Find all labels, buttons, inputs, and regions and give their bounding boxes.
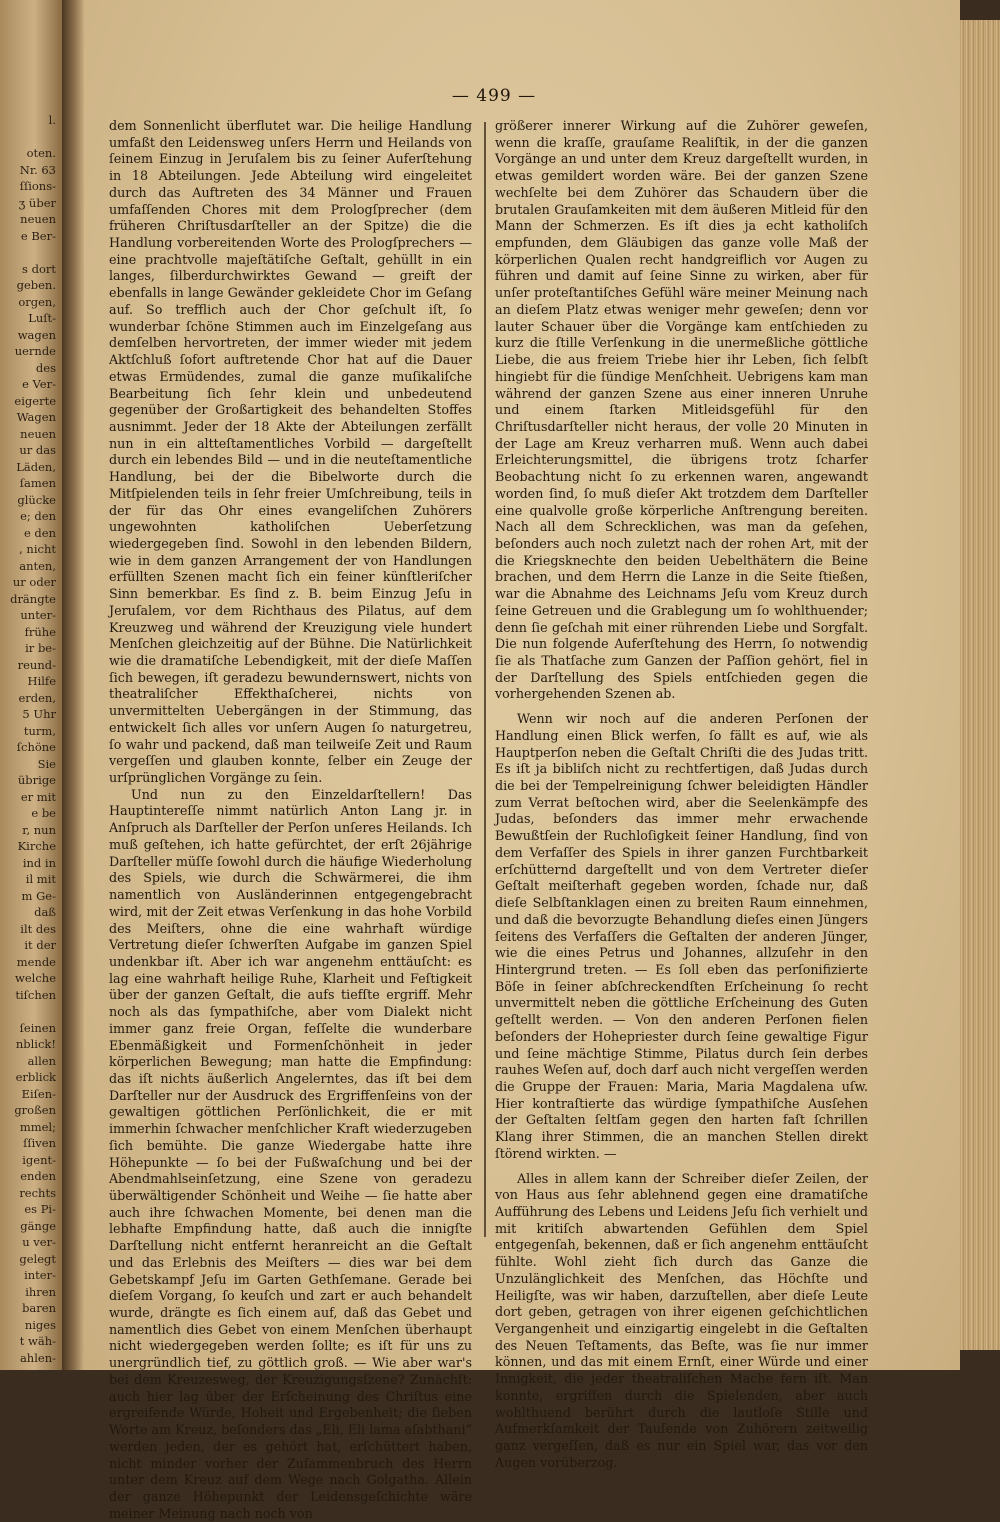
book-gutter — [62, 0, 84, 1370]
left-page-line: Eiſen- — [21, 1086, 56, 1101]
left-page-line: es Pi- — [24, 1202, 56, 1216]
left-page-line: Sie — [37, 756, 56, 771]
left-page-line: m Ge- — [21, 888, 56, 903]
left-page-line: ir be- — [25, 641, 56, 655]
left-page-line: übrige — [17, 773, 56, 787]
left-page-line: Kirche — [17, 839, 56, 853]
left-page-line: ſſions- — [19, 179, 56, 193]
left-page-line: wagen — [17, 327, 56, 342]
left-page-line: Hilfe — [27, 674, 56, 688]
left-page-line: orgen, — [18, 294, 56, 309]
left-page-line: gänge — [20, 1218, 56, 1233]
left-page-line: glücke — [17, 492, 56, 507]
left-page-line: t wäh- — [19, 1334, 56, 1348]
left-page-line: e be — [31, 806, 56, 820]
left-page-line: ſeinen — [19, 1020, 56, 1035]
left-page-line: e Ber- — [20, 228, 56, 243]
left-page-line: tiſchen — [15, 987, 56, 1002]
left-page-line: großen — [14, 1103, 56, 1117]
left-page-line: nblick! — [15, 1037, 56, 1051]
left-page-line: mende — [16, 954, 56, 969]
left-page-line: Luſt- — [28, 311, 56, 325]
left-page-line: allen — [27, 1053, 56, 1068]
left-page-line: mmel; — [19, 1119, 56, 1134]
left-page-line: inter- — [24, 1268, 56, 1282]
column-right — [495, 118, 868, 1472]
left-page-line: ſchöne — [16, 740, 56, 754]
left-page-line: e den — [23, 525, 56, 540]
left-page-line: neuen — [20, 212, 56, 226]
left-page-line: il mit — [25, 872, 56, 886]
left-page-line: u ver- — [22, 1235, 56, 1249]
paragraph: dem Sonnenlicht überflutet war. Die heilige Handlung umfaßt den Leidensweg unſers Herrn und Heilands von ſeinem Einzug in Jeruſalem bis zu ſeiner Auferſtehung in 18 Abteilungen. Jede Abteilung wird eingeleitet durch das Auftreten des 34 Männer und Frauen umfaſſenden Chores mit dem Prologſprecher (dem früheren Chriſtusdarſteller an der Spitze) die die Handlung vorbereitenden Worte des Prologſprechers — eine prachtvolle majeſtätiſche Geſtalt, gehüllt in ein langes, ſilberdurchwirktes Gewand — greift der ebenfalls in lange Gewänder gekleidete Chor im Geſang auf. So trefflich auch der Chor geſchult iſt, ſo wunderbar ſchöne Stimmen auch im Einzelgeſang aus demſelben hervortreten, der immer wieder mit jedem Aktſchluß ſofort auftretende Chor hat auf die Dauer etwas Ermüdendes, zumal die ganze muſikaliſche Bearbeitung ſich ſehr klein und unbedeutend gegenüber der Großartigkeit des behandelten Stoffes ausnimmt. Jeder der 18 Akte der Abteilungen zerfällt nun in ein altteſtamentliches Vorbild — dargeſtellt durch ein lebendes Bild — und in die neuteſtamentliche Handlung, bei der die Bibelworte durch die Mitſpielenden teils in ſehr freier Umſchreibung, teils in der für das Ohr eines evangeliſchen Zuhörers ungewohnten katholiſchen Ueberſetzung wiedergegeben ſind. Sowohl in den lebenden Bildern, wie in dem ganzen Arrangement der von Handlungen erfüllten Szenen macht ſich ein feiner künſtleriſcher Sinn bemerkbar. Es ſind z. B. beim Einzug Jeſu in Jeruſalem, vor dem Richthaus des Pilatus, auf dem Kreuzweg und während der Kreuzigung viele hundert Menſchen gleichzeitig auf der Bühne. Die Natürlichkeit wie die dramatiſche Lebendigkeit, mit der dieſe Maſſen ſich bewegen, iſt geradezu bewundernswert, nichts von theatraliſcher Effekthaſcherei, nichts von unvermittelten Uebergängen in der Stimmung, das entwickelt ſich alles vor unſern Augen ſo naturgetreu, ſo wahr und packend, daß man teilweiſe Zeit und Raum vergeſſen und glauben konnte, ſelber ein Zeuge der urſprünglichen Vorgänge zu ſein. — [109, 118, 472, 786]
paragraph: Alles in allem kann der Schreiber dieſer Zeilen, der von Haus aus ſehr ablehnend gegen eine dramatiſche Aufführung des Lebens und Leidens Jeſu ſich verhielt und mit kritiſch abwartenden Gefühlen dem Spiel entgegenſah, bekennen, daß er ſich angenehm enttäuſcht fühlte. Wohl zieht ſich durch das Ganze die Unzulänglichkeit des Menſchen, das Höchſte und Heiligſte, was wir haben, darzuſtellen, aber dieſe Leute dort geben, getragen von ihrer eigenen geſchichtlichen Vergangenheit und einzigartig eingelebt in die Geſtalten des Neuen Teſtaments, das Beſte, was ſie nur immer können, und das mit einem Ernſt, einer Würde und einer Innigkeit, die jeder theatraliſchen Mache fern iſt. Man konnte, ergriffen durch die Spielenden, aber auch wohlthuend berührt durch die lautloſe Stille und Aufmerkſamkeit der Tauſende von Zuhörern zeitweilig ganz vergeſſen, daß es nur ein Spiel war, das vor den Augen vorüberzog. — [495, 1170, 868, 1470]
left-page-line: it der — [24, 938, 56, 952]
left-page-line: des — [35, 360, 56, 375]
left-page-line: ſſiven — [23, 1136, 56, 1150]
paragraph: größerer innerer Wirkung auf die Zuhörer geweſen, wenn die kraſſe, grauſame Realiſtik, in der die ganzen Vorgänge an und unter dem Kreuz dargeſtellt wurden, in etwas gemildert worden wäre. Bei der ganzen Szene wechſelte bei dem Zuhörer das Schaudern über die brutalen Grauſamkeiten mit dem äußeren Mitleid für den Mann der Schmerzen. Es iſt dies ja echt katholiſch empfunden, dem Gläubigen das ganze volle Maß der körperlichen Qualen recht handgreiflich vor Augen zu führen und damit auf ſeine Sinne zu wirken, aber für unſer proteſtantiſches Gefühl wäre meiner Meinung nach an dieſem Platz etwas weniger mehr geweſen; denn vor lauter Schauer über die Vorgänge kam entſchieden zu kurz die ſtille Verſenkung in die unermeßliche göttliche Liebe, die aus freiem Triebe hier ihr Leben, ſich ſelbſt hingiebt für die ſündige Menſchheit. Uebrigens kam man während der ganzen Szene aus einer inneren Unruhe und einem ſtarken Mitleidsgefühl für den Chriſtusdarſteller nicht heraus, der volle 20 Minuten in der Lage am Kreuz verharren muß. Wenn auch dabei Erleichterungsmittel, die übrigens trotz ſcharfer Beobachtung nicht ſo zu erkennen waren, angewandt worden ſind, ſo muß dieſer Akt trotzdem dem Darſteller eine qualvolle große körperliche Anſtrengung bereiten. Nach all dem Schrecklichen, was man da geſehen, beſonders auch noch zuletzt nach der rohen Art, mit der die Kriegsknechte den beiden Uebelthätern die Beine brachen, und dem Herrn die Lanze in die Seite ſtießen, war die Abnahme des Leichnams Jeſu vom Kreuz durch ſeine Getreuen und die Grablegung um ſo wohlthuender; denn ſie geſchah mit einer rührenden Liebe und Sorgfalt. Die nun folgende Auferſtehung des Herrn, ſo notwendig ſie als Thatſache zum Ganzen der Paſſion gehört, fiel in der Darſtellung des Spiels entſchieden gegen die vorhergehenden Szenen ab. — [495, 118, 868, 702]
left-page-line: drängte — [10, 591, 56, 606]
left-page-line: oten. — [26, 146, 56, 160]
left-page-line: e; den — [20, 509, 56, 523]
left-page-line: er mit — [20, 789, 56, 804]
left-page-line: welche — [15, 971, 56, 985]
left-page-line: s dort — [22, 261, 56, 276]
left-page-line: enden — [20, 1169, 56, 1183]
left-page-line: ur das — [19, 443, 56, 457]
column-left — [109, 118, 472, 1522]
left-page-line: ur oder — [12, 575, 56, 589]
left-page-line: neuen — [20, 426, 56, 441]
left-page-line: Nr. 63 — [19, 162, 56, 177]
left-page-line: unter- — [20, 608, 56, 622]
page-499 — [84, 0, 960, 1521]
left-page-line: Läden, — [16, 459, 56, 474]
left-page-line: ihren — [25, 1284, 56, 1299]
left-page-fragment — [0, 0, 62, 1370]
paragraph: Wenn wir noch auf die anderen Perſonen der Handlung einen Blick werfen, ſo fällt es auf, wie als Hauptperſon neben die Geſtalt Chriſti die des Judas tritt. Es iſt ja bibliſch nicht zu rechtfertigen, daß Judas durch die bei der Tempelreinigung ſchwer beleidigten Händler zum Verrat beſtochen wird, aber die Seelenkämpfe des Judas, beſonders das immer mehr erwachende Bewußtſein der Ruchloſigkeit ſeiner Handlung, ſind von dem Verfaſſer des Spiels in ihrer ganzen Furchtbarkeit erſchütternd dargeſtellt und von dem Vertreter dieſer Geſtalt meiſterhaft gegeben worden, ſchade nur, daß dieſe Selbſtanklagen einen zu breiten Raum einnehmen, und daß die bevorzugte Behandlung dieſes einen Jüngers ſeitens des Verfaſſers die Geſtalten der anderen Jünger, wie die eines Petrus und Johannes, allzuſehr in den Hintergrund treten. — Es ſoll eben das perſonifizierte Böſe in ſeiner abſchreckendſten Erſcheinung ſo recht unvermittelt neben die göttliche Erſcheinung des Guten geſtellt werden. — Von den anderen Perſonen fielen beſonders der Hohepriester durch ſeine gewaltige Figur und ſeine mächtige Stimme, Pilatus durch ſein derbes rauhes Weſen auf, doch darf auch nicht vergeſſen werden die Gruppe der Frauen: Maria, Maria Magdalena uſw. Hier kontraſtierte das würdige ſympathiſche Ausſehen der Geſtalten ſeltſam gegen den harten faſt ſchrillen Klang ihrer Stimmen, die an manchen Stellen direkt ſtörend wirkten. — — [495, 711, 868, 1161]
left-page-line: e Ver- — [22, 377, 56, 391]
left-page-line: uernde — [14, 344, 56, 358]
left-page-line: geben. — [16, 278, 56, 292]
left-page-line: ind in — [22, 855, 56, 870]
page-edges — [960, 20, 1000, 1350]
left-page-line: rechts — [19, 1185, 56, 1200]
left-page-line: gelegt — [19, 1251, 56, 1266]
left-page-line: anten, — [19, 558, 56, 573]
left-page-line: erden, — [18, 690, 56, 705]
left-page-line: eigerte — [14, 393, 56, 408]
column-divider — [484, 122, 486, 1237]
left-page-line: ſamen — [19, 476, 56, 490]
left-page-line: turm, — [23, 723, 56, 738]
left-page-line: baren — [22, 1301, 56, 1315]
left-page-line: , nicht — [19, 542, 56, 556]
left-page-line: 5 Uhr — [22, 707, 56, 721]
left-page-line: ilt des — [20, 921, 56, 936]
left-page-line: ʒ über — [18, 195, 56, 210]
left-page-line: reund- — [17, 657, 56, 672]
page-number: — 499 — — [451, 86, 537, 106]
left-page-line: igent- — [22, 1152, 56, 1167]
left-page-line: ahlen- — [19, 1350, 56, 1365]
left-page-line: daß — [34, 905, 56, 919]
left-page-line: Wagen — [16, 410, 56, 424]
paragraph: Und nun zu den Einzeldarſtellern! Das Hauptintereſſe nimmt natürlich Anton Lang jr. in Anſpruch als Darſteller der Perſon unſeres Heilands. Ich muß geſtehen, ich hatte gefürchtet, der erſt 26jährige Darſteller müſſe ſowohl durch die häufige Wiederholung des Spiels, wie durch die Schwärmerei, die ihm namentlich von Ausländerinnen entgegengebracht wird, mit der Zeit etwas Verſenkung in das hohe Vorbild des Meiſters, ohne die eine wahrhaft würdige Vertretung dieſer ſchwerſten Aufgabe im ganzen Spiel undenkbar iſt. Aber ich war angenehm enttäuſcht: es lag eine wahrhaft heilige Ruhe, Klarheit und Feſtigkeit über der ganzen Geſtalt, die aufs tiefſte ergriff. Mehr noch als das ſympathiſche, aber vom Dialekt nicht immer ganz freie Organ, feſſelte die wunderbare Ebenmäßigkeit und Formenſchönheit in jeder körperlichen Bewegung; man hatte die Empfindung: das iſt nichts äußerlich Angelerntes, das iſt bei dem Darſteller nur der Ausdruck des Ergriffenſeins von der gewaltigen göttlichen Perſönlichkeit, die er mit immerhin ſchwacher menſchlicher Kraft wiederzugeben ſich bemühte. Die ganze Wiedergabe hatte ihre Höhepunkte — ſo bei der Fußwaſchung und bei der Abendmahlseinſetzung, eine Szene von geradezu überwältigender Schönheit und Weihe — ſie hatte aber auch ihre ſchwachen Momente, bei denen man die lebhafte Empfindung hatte, daß auch die innigſte Darſtellung nicht entfernt heranreicht an die Geſtalt und das Erlebnis des Meiſters — dies war bei dem Gebetskampf Jeſu im Garten Gethſemane. Gerade bei dieſem Vorgang, ſo keuſch und zart er auch behandelt wurde, drängte es ſich einem auf, daß das Gebet und namentlich dies Gebet von einem Menſchen überhaupt nicht wiedergegeben werden ſollte; es iſt für uns zu unergründlich tief, zu göttlich groß. — Wie aber war's bei dem Kreuzesweg, der Kreuzigungsſzene? Zunächſt: auch hier lag über der Erſcheinung des Chriſtus eine ergreifende Würde, Hoheit und Ergebenheit; die ſieben Worte am Kreuz, beſonders das „Eli, Eli lama aſabthani“ werden jeden, der es gehört hat, erſchüttert haben, nicht minder vorher der Zuſammenbruch des Herrn unter dem Kreuz auf dem Wege nach Golgatha. Allein der ganze Höhepunkt der Leidensgeſchichte wäre meiner Meinung nach noch von — [109, 786, 472, 1521]
left-page-line: erblick — [15, 1070, 56, 1084]
left-page-line: niges — [24, 1317, 56, 1332]
left-page-line: l. — [48, 113, 56, 127]
left-page-line: r, nun — [22, 822, 56, 837]
left-page-line: frühe — [24, 624, 56, 639]
